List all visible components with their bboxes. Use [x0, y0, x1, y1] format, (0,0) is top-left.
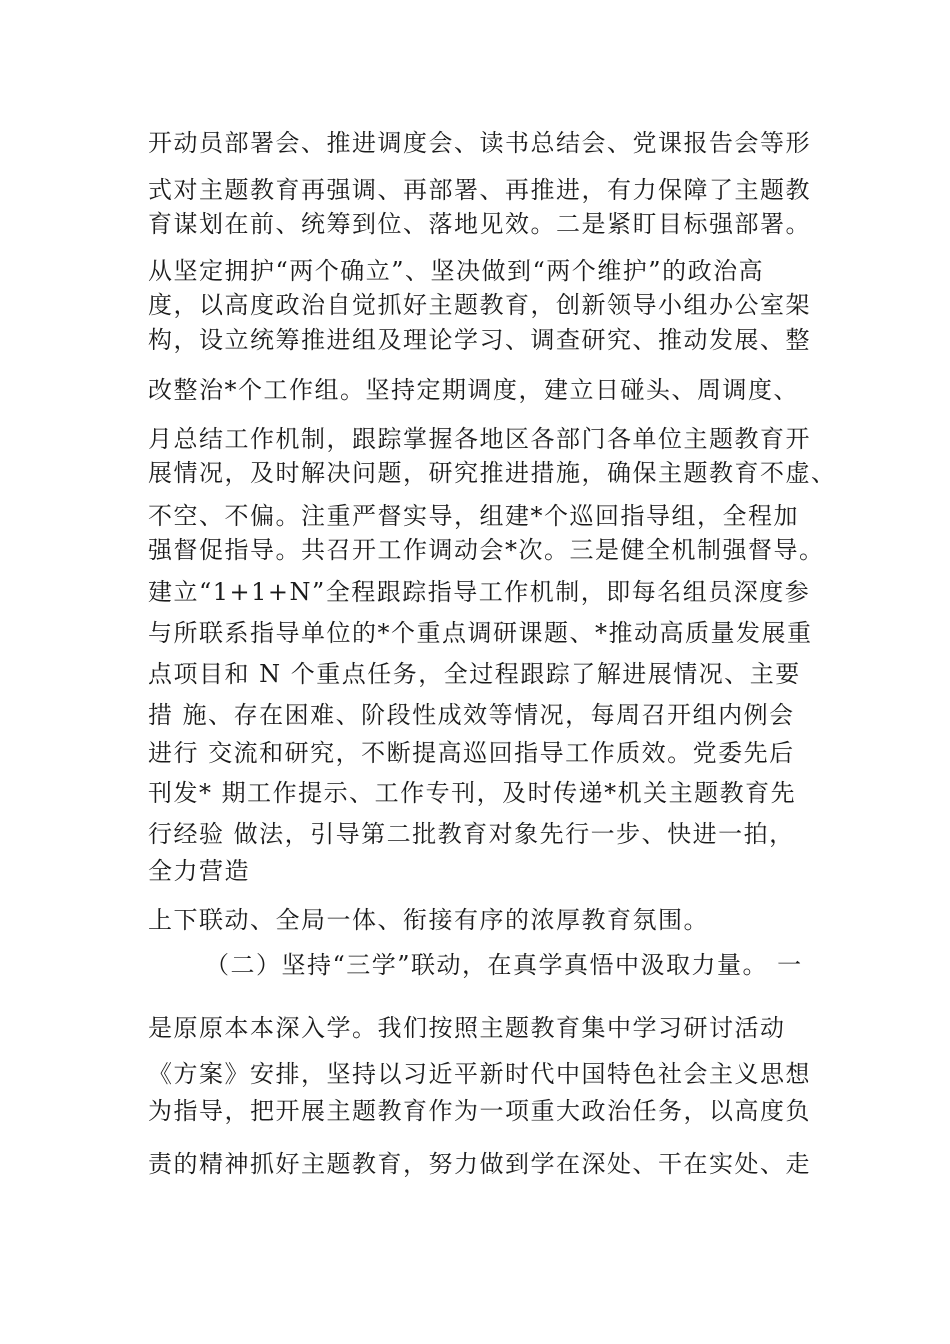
text-line: 开动员部署会、推进调度会、读书总结会、党课报告会等形: [148, 129, 811, 157]
text-line: 责的精神抓好主题教育，努力做到学在深处、干在实处、走: [148, 1150, 811, 1178]
text-line: 行经验 做法，引导第二批教育对象先行一步、快进一拍，: [148, 820, 795, 848]
text-line: 为指导，把开展主题教育作为一项重大政治任务，以高度负: [148, 1097, 811, 1125]
text-line: 展情况，及时解决问题，研究推进措施，确保主题教育不虚、: [148, 459, 837, 487]
text-line: 育谋划在前、统筹到位、落地见效。二是紧盯目标强部署。: [148, 210, 811, 238]
text-line: 全力营造: [148, 857, 250, 885]
text-line: 从坚定拥护“两个确立”、坚决做到“两个维护”的政治高: [148, 257, 765, 285]
text-line: 进行 交流和研究，不断提高巡回指导工作质效。党委先后: [148, 739, 795, 767]
text-line: 上下联动、全局一体、衔接有序的浓厚教育氛围。: [148, 906, 709, 934]
text-line: 度，以高度政治自觉抓好主题教育，创新领导小组办公室架: [148, 291, 811, 319]
text-line: 月总结工作机制，跟踪掌握各地区各部门各单位主题教育开: [148, 425, 811, 453]
text-line: 是原原本本深入学。我们按照主题教育集中学习研讨活动: [148, 1014, 786, 1042]
section-heading: （二）坚持“三学”联动，在真学真悟中汲取力量。 一: [205, 951, 803, 979]
text-line: 建立“1+1+N”全程跟踪指导工作机制，即每名组员深度参: [148, 578, 811, 606]
text-line: 改整治*个工作组。坚持定期调度，建立日碰头、周调度、: [148, 376, 799, 404]
text-line: 式对主题教育再强调、再部署、再推进，有力保障了主题教: [148, 176, 811, 204]
text-line: 构，设立统筹推进组及理论学习、调查研究、推动发展、整: [148, 326, 811, 354]
text-line: 措 施、存在困难、阶段性成效等情况，每周召开组内例会: [148, 701, 795, 729]
text-line: 不空、不偏。注重严督实导，组建*个巡回指导组，全程加: [148, 502, 799, 530]
text-line: 点项目和 N 个重点任务，全过程跟踪了解进展情况、主要: [148, 660, 801, 688]
text-line: 与所联系指导单位的*个重点调研课题、*推动高质量发展重: [148, 619, 813, 647]
text-line: 强督促指导。共召开工作调动会*次。三是健全机制强督导。: [148, 536, 825, 564]
text-line: 刊发* 期工作提示、工作专刊，及时传递*机关主题教育先: [148, 779, 797, 807]
text-line: 《方案》安排，坚持以习近平新时代中国特色社会主义思想: [148, 1060, 811, 1088]
